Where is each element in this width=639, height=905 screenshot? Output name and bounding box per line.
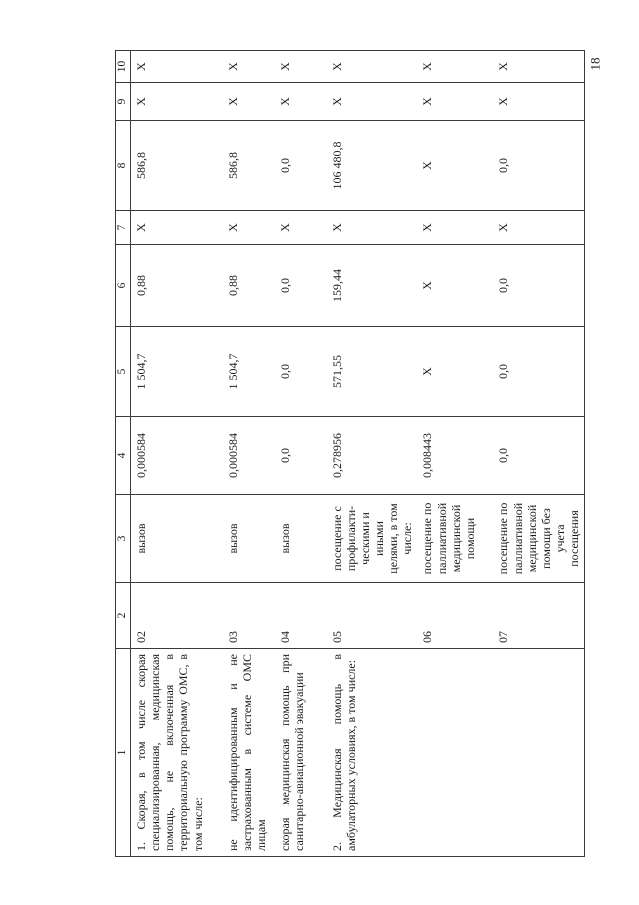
cell-col-10: X bbox=[275, 51, 327, 83]
row-code: 03 bbox=[223, 583, 275, 649]
col-header-1: 1 bbox=[116, 649, 131, 857]
row-unit: посещение по паллиативной медицинской помощи bbox=[417, 495, 493, 583]
row-label: не идентифицированным и не застрахованным в системе ОМС лицам bbox=[223, 649, 275, 857]
cell-col-9: X bbox=[223, 83, 275, 121]
table-row bbox=[131, 51, 223, 857]
col-header-2: 2 bbox=[116, 583, 131, 649]
cell-col-5: 0,0 bbox=[275, 327, 327, 417]
col-header-3: 3 bbox=[116, 495, 131, 583]
row-code: 05 bbox=[327, 583, 418, 649]
row-label bbox=[493, 649, 584, 857]
cell-col-8: X bbox=[417, 121, 493, 211]
cell-col-4: 0,008443 bbox=[417, 417, 493, 495]
cell-col-10: X bbox=[223, 51, 275, 83]
row-code: 07 bbox=[493, 583, 584, 649]
row-code: 06 bbox=[417, 583, 493, 649]
col-header-10: 10 bbox=[116, 51, 131, 83]
table-row bbox=[417, 51, 493, 857]
cell-col-5: 571,55 bbox=[327, 327, 418, 417]
col-header-7: 7 bbox=[116, 211, 131, 245]
cell-col-9: X bbox=[493, 83, 584, 121]
cell-col-4: 0,000584 bbox=[223, 417, 275, 495]
cell-col-7: X bbox=[327, 211, 418, 245]
tariff-table bbox=[115, 50, 585, 857]
row-label: скорая медицинская помощь при санитарно-авиационной эвакуации bbox=[275, 649, 327, 857]
cell-col-8: 106 480,8 bbox=[327, 121, 418, 211]
cell-col-5: 1 504,7 bbox=[223, 327, 275, 417]
row-label: 1. Скорая, в том числе скорая специализированная, медицинская помощь, не включенная в территориальную программу ОМС, в том числе: bbox=[131, 649, 223, 857]
cell-col-7: X bbox=[223, 211, 275, 245]
table-row bbox=[493, 51, 584, 857]
cell-col-9: X bbox=[131, 83, 223, 121]
cell-col-9: X bbox=[327, 83, 418, 121]
cell-col-7: X bbox=[275, 211, 327, 245]
col-header-9: 9 bbox=[116, 83, 131, 121]
table-row bbox=[327, 51, 418, 857]
cell-col-5: 0,0 bbox=[493, 327, 584, 417]
cell-col-7: X bbox=[417, 211, 493, 245]
cell-col-5: X bbox=[417, 327, 493, 417]
table-row bbox=[223, 51, 275, 857]
cell-col-8: 586,8 bbox=[131, 121, 223, 211]
row-label bbox=[417, 649, 493, 857]
cell-col-8: 586,8 bbox=[223, 121, 275, 211]
row-unit: вызов bbox=[223, 495, 275, 583]
row-code: 04 bbox=[275, 583, 327, 649]
cell-col-4: 0,000584 bbox=[131, 417, 223, 495]
cell-col-9: X bbox=[275, 83, 327, 121]
cell-col-7: X bbox=[131, 211, 223, 245]
cell-col-10: X bbox=[327, 51, 418, 83]
row-label: 2. Медицинская помощь в амбулаторных условиях, в том числе: bbox=[327, 649, 418, 857]
cell-col-5: 1 504,7 bbox=[131, 327, 223, 417]
table-row bbox=[275, 51, 327, 857]
col-header-5: 5 bbox=[116, 327, 131, 417]
cell-col-10: X bbox=[417, 51, 493, 83]
cell-col-6: X bbox=[417, 245, 493, 327]
cell-col-6: 0,88 bbox=[131, 245, 223, 327]
cell-col-7: X bbox=[493, 211, 584, 245]
row-unit: вызов bbox=[131, 495, 223, 583]
page-number: 18 bbox=[587, 57, 603, 71]
cell-col-10: X bbox=[131, 51, 223, 83]
row-unit: посещение с профилакти-ческими и иными целями, в том числе: bbox=[327, 495, 418, 583]
cell-col-6: 159,44 bbox=[327, 245, 418, 327]
cell-col-10: X bbox=[493, 51, 584, 83]
row-unit: посещение по паллиативной медицинской помощи без учета посещения bbox=[493, 495, 584, 583]
cell-col-4: 0,278956 bbox=[327, 417, 418, 495]
cell-col-4: 0,0 bbox=[275, 417, 327, 495]
cell-col-6: 0,0 bbox=[493, 245, 584, 327]
header-row bbox=[116, 51, 131, 857]
cell-col-8: 0,0 bbox=[275, 121, 327, 211]
cell-col-4: 0,0 bbox=[493, 417, 584, 495]
row-unit: вызов bbox=[275, 495, 327, 583]
cell-col-6: 0,88 bbox=[223, 245, 275, 327]
cell-col-8: 0,0 bbox=[493, 121, 584, 211]
row-code: 02 bbox=[131, 583, 223, 649]
cell-col-9: X bbox=[417, 83, 493, 121]
col-header-4: 4 bbox=[116, 417, 131, 495]
rotated-page bbox=[115, 51, 582, 857]
col-header-6: 6 bbox=[116, 245, 131, 327]
cell-col-6: 0,0 bbox=[275, 245, 327, 327]
col-header-8: 8 bbox=[116, 121, 131, 211]
